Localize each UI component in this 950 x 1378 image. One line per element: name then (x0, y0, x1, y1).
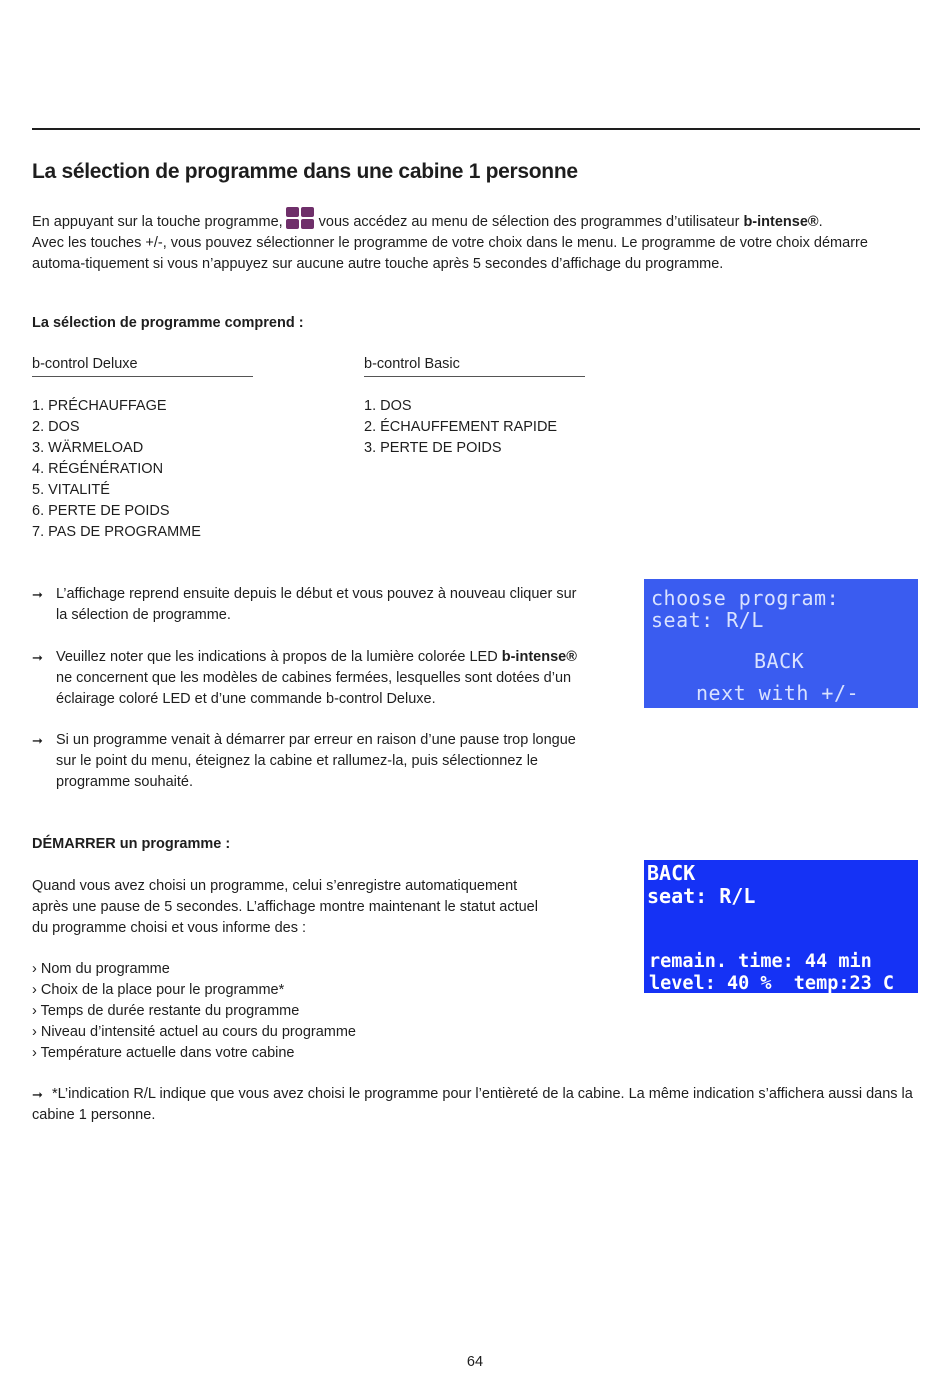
list-item: 1. PRÉCHAUFFAGE (32, 398, 167, 414)
selection-heading: La sélection de programme comprend : (32, 315, 304, 331)
footnote-text: *L’indication R/L indique que vous avez choisi le programme pour l’entièreté de la cabine. La même indication s’affichera aussi dans la cabine 1 personne. (32, 1086, 913, 1123)
lcd-line: seat: R/L (647, 884, 756, 908)
note-2-brand: b-intense® (501, 649, 577, 665)
arrow-icon: ➞ (32, 733, 43, 748)
start-heading: DÉMARRER un programme : (32, 836, 231, 852)
lcd-line: next with +/- (696, 681, 860, 705)
arrow-icon: ➞ (32, 587, 43, 602)
note-1 (32, 584, 577, 626)
start-paragraph: Quand vous avez choisi un programme, celui s’enregistre automatiquement après une pause de 5 secondes. L’affichage montre maintenant le statut actuel du programme choisi et vous informe des : (32, 878, 538, 936)
deluxe-column (32, 354, 253, 543)
list-item: › Température actuelle dans votre cabine (32, 1045, 295, 1061)
program-grid-icon (286, 207, 315, 231)
note-2-part-a: Veuillez noter que les indications à propos de la lumière colorée LED (56, 649, 498, 665)
lcd-line: choose program: (651, 586, 840, 610)
arrow-icon: ➞ (32, 1087, 43, 1102)
note-3 (32, 730, 577, 793)
list-item: 2. DOS (32, 419, 80, 435)
lcd-line: BACK (647, 861, 696, 885)
list-item: › Temps de durée restante du programme (32, 1003, 300, 1019)
list-item: 6. PERTE DE POIDS (32, 503, 170, 519)
page-title: La sélection de programme dans une cabine 1 personne (32, 160, 578, 183)
lcd-line: level: 40 % temp:23 C (649, 973, 895, 994)
lcd-line: BACK (754, 649, 805, 673)
deluxe-header: b-control Deluxe (32, 354, 253, 377)
note-2-text (32, 647, 577, 710)
status-list (32, 959, 356, 1064)
intro-paragraph (32, 207, 922, 275)
note-2-part-b: ne concernent que les modèles de cabines fermées, lesquelles sont dotées d’un éclairage coloré LED et d’une commande b-control Deluxe. (56, 670, 572, 707)
lcd-line: remain. time: 44 min (649, 951, 872, 972)
arrow-icon: ➞ (32, 650, 43, 665)
top-rule (32, 128, 920, 130)
list-item: › Nom du programme (32, 961, 170, 977)
basic-list (364, 396, 585, 459)
basic-header: b-control Basic (364, 354, 585, 377)
list-item: 4. RÉGÉNÉRATION (32, 461, 164, 477)
list-item: › Choix de la place pour le programme* (32, 982, 285, 998)
page-number: 64 (466, 1354, 484, 1370)
list-item: 5. VITALITÉ (32, 482, 110, 498)
intro-part2: vous accédez au menu de sélection des programmes d’utilisateur (318, 214, 740, 230)
intro-part1: En appuyant sur la touche programme, (32, 214, 283, 230)
note-2 (32, 647, 577, 710)
list-item: 1. DOS (364, 398, 412, 414)
note-1-text: L’affichage reprend ensuite depuis le début et vous pouvez à nouveau cliquer sur la sélection de programme. (56, 586, 577, 623)
lcd-line: seat: R/L (651, 608, 764, 632)
list-item: 3. WÄRMELOAD (32, 440, 144, 456)
list-item: 2. ÉCHAUFFEMENT RAPIDE (364, 419, 558, 435)
lcd-display-status (644, 860, 918, 993)
intro-brand: b-intense® (743, 214, 819, 230)
deluxe-list (32, 396, 253, 543)
footnote (32, 1084, 920, 1126)
basic-column (364, 354, 585, 459)
list-item: 7. PAS DE PROGRAMME (32, 524, 201, 540)
intro-period: . (818, 214, 823, 230)
list-item: › Niveau d’intensité actuel au cours du programme (32, 1024, 356, 1040)
list-item: 3. PERTE DE POIDS (364, 440, 502, 456)
note-3-text: Si un programme venait à démarrer par erreur en raison d’une pause trop longue sur le point du menu, éteignez la cabine et rallumez-la, puis sélectionnez le programme souhaité. (56, 732, 576, 790)
lcd-display-menu (644, 579, 918, 708)
intro-line2: Avec les touches +/-, vous pouvez sélectionner le programme de votre choix dans le menu. Le programme de votre choix démarre automa-tiquement si vous n’appuyez sur aucune autre touche après 5 secondes d’affichage du programme. (32, 235, 868, 272)
